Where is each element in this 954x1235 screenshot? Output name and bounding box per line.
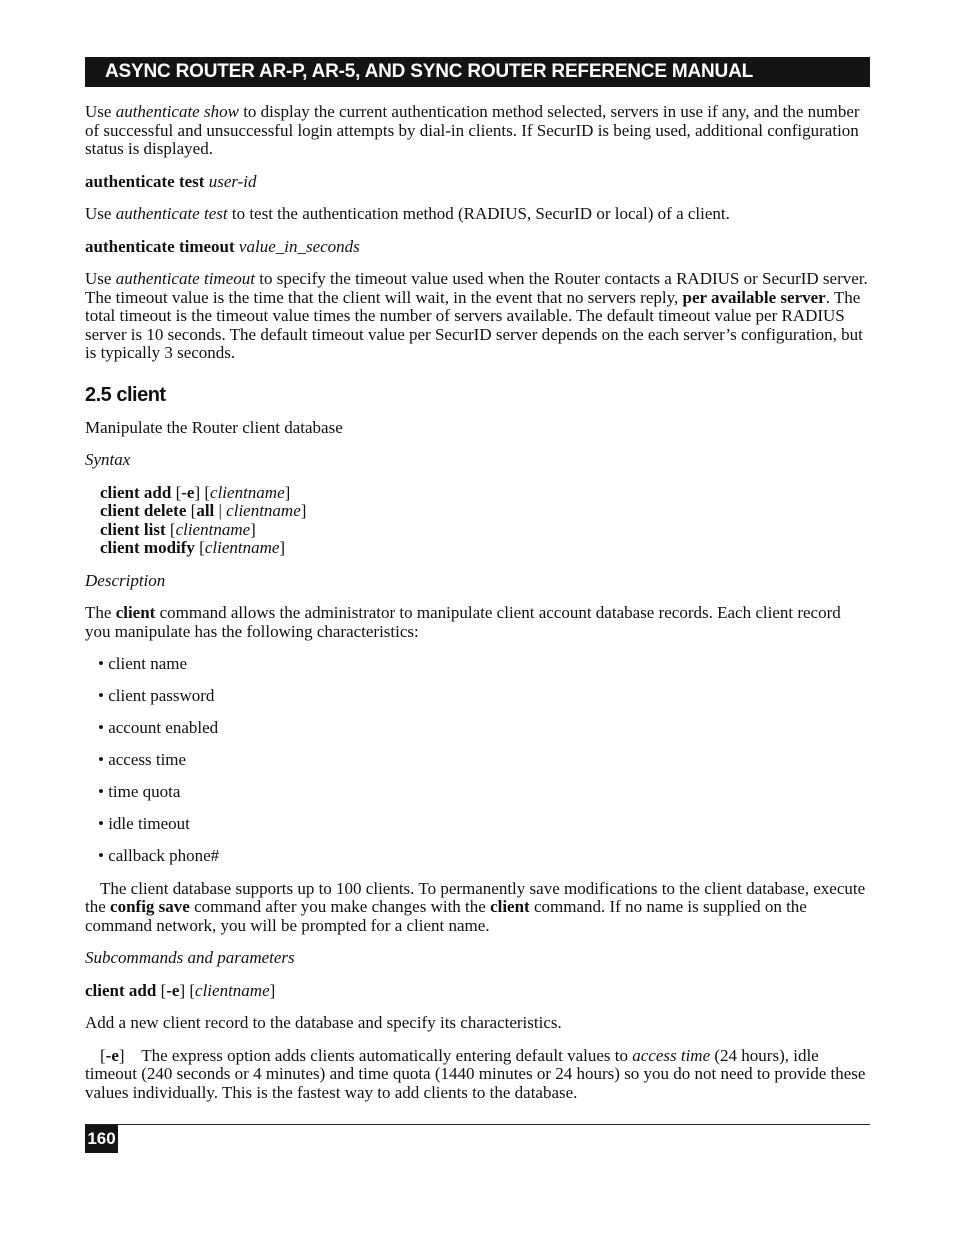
client-add-description: Add a new client record to the database and specify its characteristics. <box>85 1013 562 1032</box>
manual-title-bar <box>85 57 870 87</box>
syntax-block <box>85 484 870 558</box>
manual-title: ASYNC ROUTER AR-P, AR-5, AND SYNC ROUTER REFERENCE MANUAL <box>105 61 754 82</box>
list-item: • access time <box>98 750 187 769</box>
syntax-label: Syntax <box>85 450 131 469</box>
section-heading: 2.5 client <box>85 383 166 406</box>
list-item: • callback phone# <box>98 846 220 865</box>
page-number: 160 <box>85 1125 118 1153</box>
description-label: Description <box>85 570 166 590</box>
authenticate-show-paragraph: Use authenticate show to display the current authentication method selected, servers in use if any, and the number of successful and unsuccessful login attempts by dial-in clients. If SecurID is being used, additional configuration status is displayed. <box>85 102 860 158</box>
list-item: • idle timeout <box>98 814 190 833</box>
page-body <box>85 103 870 1116</box>
syntax-line-modify: client modify [clientname] <box>100 538 286 557</box>
list-item: • client password <box>98 686 215 705</box>
authenticate-test-command: authenticate test user-id <box>85 171 257 191</box>
list-item: • client name <box>98 654 188 673</box>
authenticate-timeout-command: authenticate timeout value_in_seconds <box>85 236 360 256</box>
section-summary: Manipulate the Router client database <box>85 417 343 437</box>
database-paragraph: The client database supports up to 100 clients. To permanently save modifications to the client database, execute the config save command after you make changes with the client command. If no name is supplied on the command network, you will be prompted for a client name. <box>85 878 866 935</box>
syntax-line-add: client add [-e] [clientname] <box>100 482 291 502</box>
express-option-paragraph: [-e] The express option adds clients automatically entering default values to access time (24 hours), idle timeout (240 seconds or 4 minutes) and time quota (1440 minutes or 24 hours) so you do not need to provide these values individually. This is the fastest way to add clients to the database. <box>85 1045 866 1102</box>
cmd-ref: authenticate show <box>115 102 239 121</box>
authenticate-timeout-paragraph: Use authenticate timeout to specify the timeout value used when the Router contacts a RADIUS or SecurID server. The timeout value is the time that the client will wait, in the event that no servers reply, per available server. The total timeout is the timeout value times the number of servers available. The default timeout value per RADIUS server is 10 seconds. The default timeout value per SecurID server depends on the each server’s configuration, but is typically 3 seconds. <box>85 269 868 362</box>
footer-rule <box>85 1124 870 1125</box>
list-item: • account enabled <box>98 718 219 737</box>
characteristics-list <box>85 655 870 866</box>
syntax-line-list: client list [clientname] <box>100 519 256 539</box>
syntax-line-delete: client delete [all | clientname] <box>100 501 307 520</box>
description-paragraph: The client command allows the administrator to manipulate client account database records. Each client record you manipulate has the following characteristics: <box>85 603 841 641</box>
client-add-command: client add [-e] [clientname] <box>85 980 276 1000</box>
authenticate-test-paragraph: Use authenticate test to test the authentication method (RADIUS, SecurID or local) of a client. <box>85 204 730 223</box>
subcommands-label: Subcommands and parameters <box>85 948 295 967</box>
list-item: • time quota <box>98 782 181 801</box>
